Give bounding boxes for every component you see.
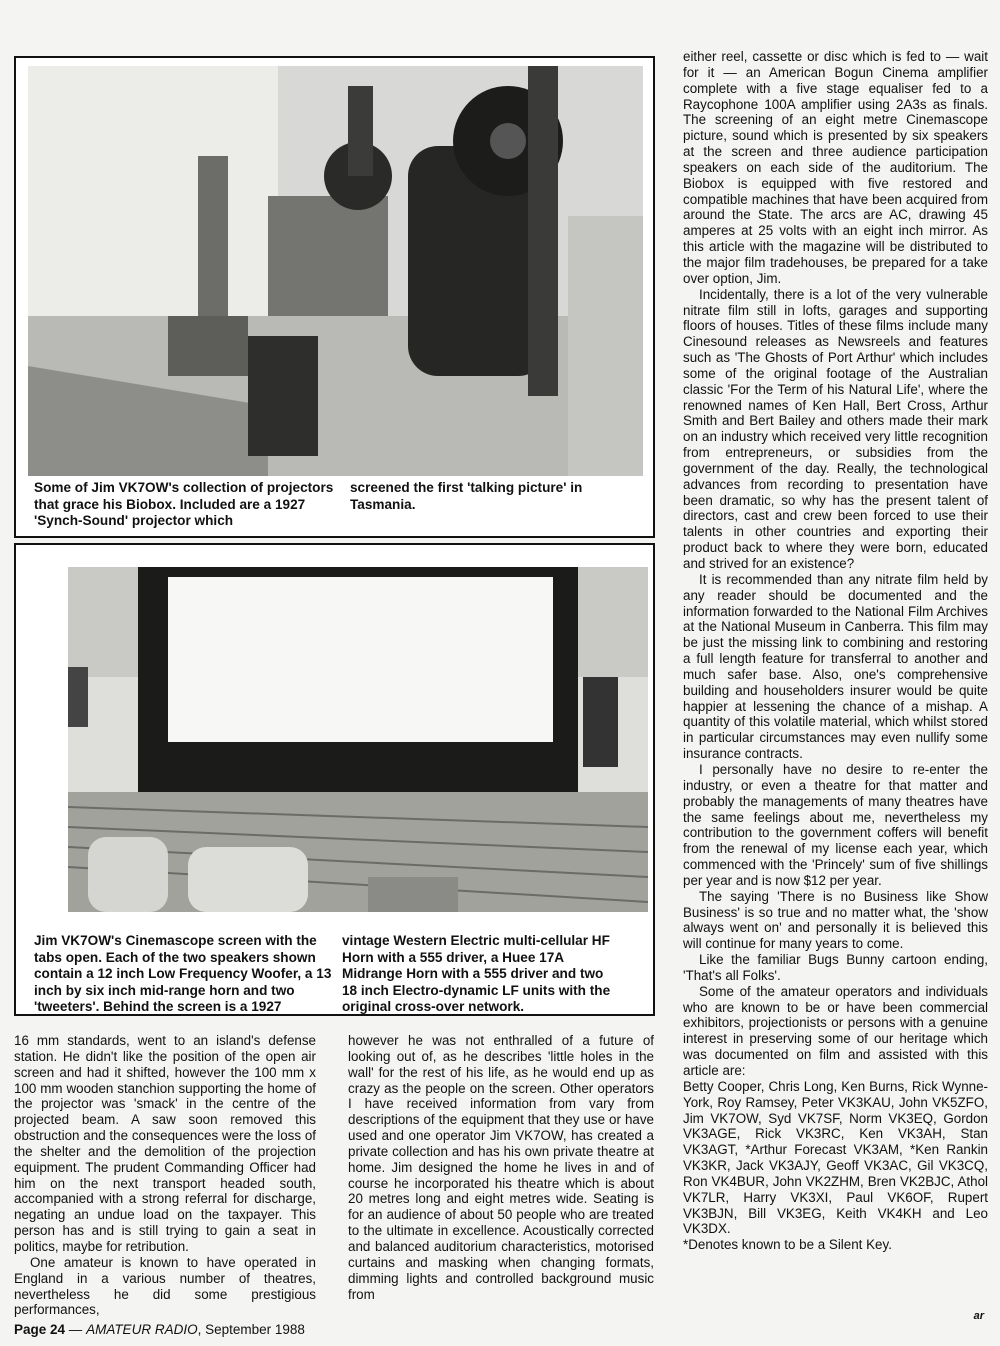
- photo2-caption-left: Jim VK7OW's Cinemascope screen with the tabs open. Each of the two speakers shown contain a 12 inch Low Frequency Woofer, a 13 inch by six inch mid-range horn and two 'tweeters'. Behind the screen is a 1927: [34, 933, 332, 1014]
- screen-illustration: [68, 567, 648, 912]
- paragraph: Incidentally, there is a lot of the very vulnerable nitrate film still in lofts, garages and supporting floors of houses. Titles of these films include many Cinesound releases as Newsreels and features such as 'The Ghosts of Port Arthur' which includes some of the original footage of the Australian classic 'For the Term of his Natural Life', where the renowned names of Ken Hall, Bert Cross, Arthur Smith and Bert Bailey and others made their mark on an industry which received very little recognition from entrepreneurs, or subsidies from the government of the day. Really, the technological advances from recording to presentation have been dramatic, so why has the present talent of directors, cast and crew been forced to use their talents in other countries and exporting their product back to where they were born, educated and strived for an existence?: [683, 286, 988, 571]
- page-footer: [14, 1322, 305, 1337]
- issue-date: , September 1988: [197, 1322, 305, 1337]
- paragraph: It is recommended than any nitrate film held by any reader should be documented and the information forwarded to the National Film Archives at the National Museum in Canberra. This film may be just the missing link to combining and restoring a full length feature for transferral to another and much safer base. Also, one's comprehensive building and householders insurer would be quite happier at lessening the chance of a mishap. A quantity of this volatile material, which whilst stored in particular circumstances may even nullify some insurance contracts.: [683, 571, 988, 762]
- page-number: Page 24: [14, 1322, 66, 1337]
- photo2-caption-right: vintage Western Electric multi-cellular HF Horn with a 555 driver, a Huee 17A Midrange Horn with a 555 driver and two 18 inch Electro-dynamic LF units with the original cross-over network.: [342, 933, 611, 1014]
- article-column-middle: [348, 1033, 654, 1302]
- article-column-left: [14, 1033, 316, 1318]
- ar-logo: ar: [973, 1310, 984, 1322]
- silent-key-note: *Denotes known to be a Silent Key.: [683, 1237, 892, 1253]
- footer-dash: —: [65, 1322, 87, 1337]
- article-column-right: [683, 49, 988, 1253]
- magazine-title: AMATEUR RADIO: [86, 1322, 198, 1337]
- projectors-illustration: [28, 66, 643, 476]
- paragraph: either reel, cassette or disc which is fed to — wait for it — an American Bogun Cinema amplifier complete with a five stage equaliser fed to a Raycophone 100A amplifier using 2A3s as finals. The screening of an eight metre Cinemascope picture, sound which is presented by six speakers at the screen and three audience participation speakers on each side of the auditorium. The Biobox is equipped with five restored and compatible machines that have been acquired from around the State. The arcs are AC, drawing 45 amperes at 25 volts with an eight inch mirror. As this article with the magazine will be distributed to the major film tradehouses, be prepared for a take over option, Jim.: [683, 49, 988, 286]
- paragraph: I personally have no desire to re-enter the industry, or even a theatre for that matter and probably the managements of many theatres have the same feelings about me, nevertheless my contribution to the government coffers will benefit from the renewal of my license each year, which commenced with the 'Princely' sum of five shillings per year and is now $12 per year.: [683, 761, 988, 888]
- photo-screen-frame: [14, 543, 655, 1016]
- photo1-caption-left: Some of Jim VK7OW's collection of projectors that grace his Biobox. Included are a 1927 'Synch-Sound' projector which: [34, 480, 334, 528]
- paragraph: One amateur is known to have operated in England in a various number of theatres, nevertheless he did some prestigious performances,: [14, 1254, 316, 1318]
- paragraph: Some of the amateur operators and individuals who are known to be or have been commercial exhibitors, projectionists or persons with a genuine interest in preserving some of our heritage which was documented on film and assisted with this article are:: [683, 983, 988, 1078]
- paragraph: however he was not enthralled of a future of looking out of, as he describes 'little holes in the wall' for the rest of his life, as he would end up as crazy as the people on the screen. Other operators I have received information from vary from descriptions of the equipment that they use or have used and one operator Jim VK7OW, has created a private collection and has his own private theatre at home. Jim designed the home he lives in and of course he incorporated his theatre which is about 20 metres long and eight metres wide. Seating is for an audience of about 50 people who are treated to the ultimate in excellence. Acoustically corrected and balanced auditorium characteristics, motorised curtains and masking when changing formats, dimming lights and controlled background music from: [348, 1033, 654, 1302]
- photo-cinemascope-screen: [68, 567, 648, 912]
- paragraph: 16 mm standards, went to an island's defense station. He didn't like the position of the open air screen and had it shifted, however the 100 mm x 100 mm wooden stanchion supporting the home of the projector was 'smack' in the centre of the projected beam. A saw soon removed this obstruction and the consequences were the loss of the shelter and the demolition of the projection equipment. The prudent Commanding Officer had him on the next transport headed south, accompanied with a strong referral for discharge, negating an undue load on the taxpayer. This person has and is still trying to gain a seat in politics, maybe for retribution.: [14, 1033, 316, 1254]
- photo-projectors-frame: [14, 56, 655, 538]
- paragraph: Like the familiar Bugs Bunny cartoon ending, 'That's all Folks'.: [683, 952, 988, 983]
- photo1-caption-right: screened the first 'talking picture' in Tasmania.: [350, 480, 583, 512]
- photo-projectors: [28, 66, 643, 476]
- paragraph: The saying 'There is no Business like Show Business' is so true and no matter what, the 'show always went on' and personally it is believed this will continue for many years to come.: [683, 888, 988, 952]
- contributor-list: Betty Cooper, Chris Long, Ken Burns, Rick Wynne-York, Roy Ramsey, Peter VK3KAU, John VK5ZFO, Jim VK7OW, Syd VK7SF, Norm VK3EQ, Gordon VK3AGE, Rick VK3RC, Ken VK3AH, Stan VK3AGT, *Arthur Forecast VK3AM, *Ken Rankin VK3KR, Jack VK3AJY, Geoff VK3AC, Gil VK3CQ, Ron VK4BUR, John VK2ZHM, Bren VK2BJC, Athol VK7LR, Harry VK3XI, Paul VK6OF, Rupert VK3BJN, Bill VK3EG, Keith VK4KH and Leo VK3DX.: [683, 1078, 988, 1237]
